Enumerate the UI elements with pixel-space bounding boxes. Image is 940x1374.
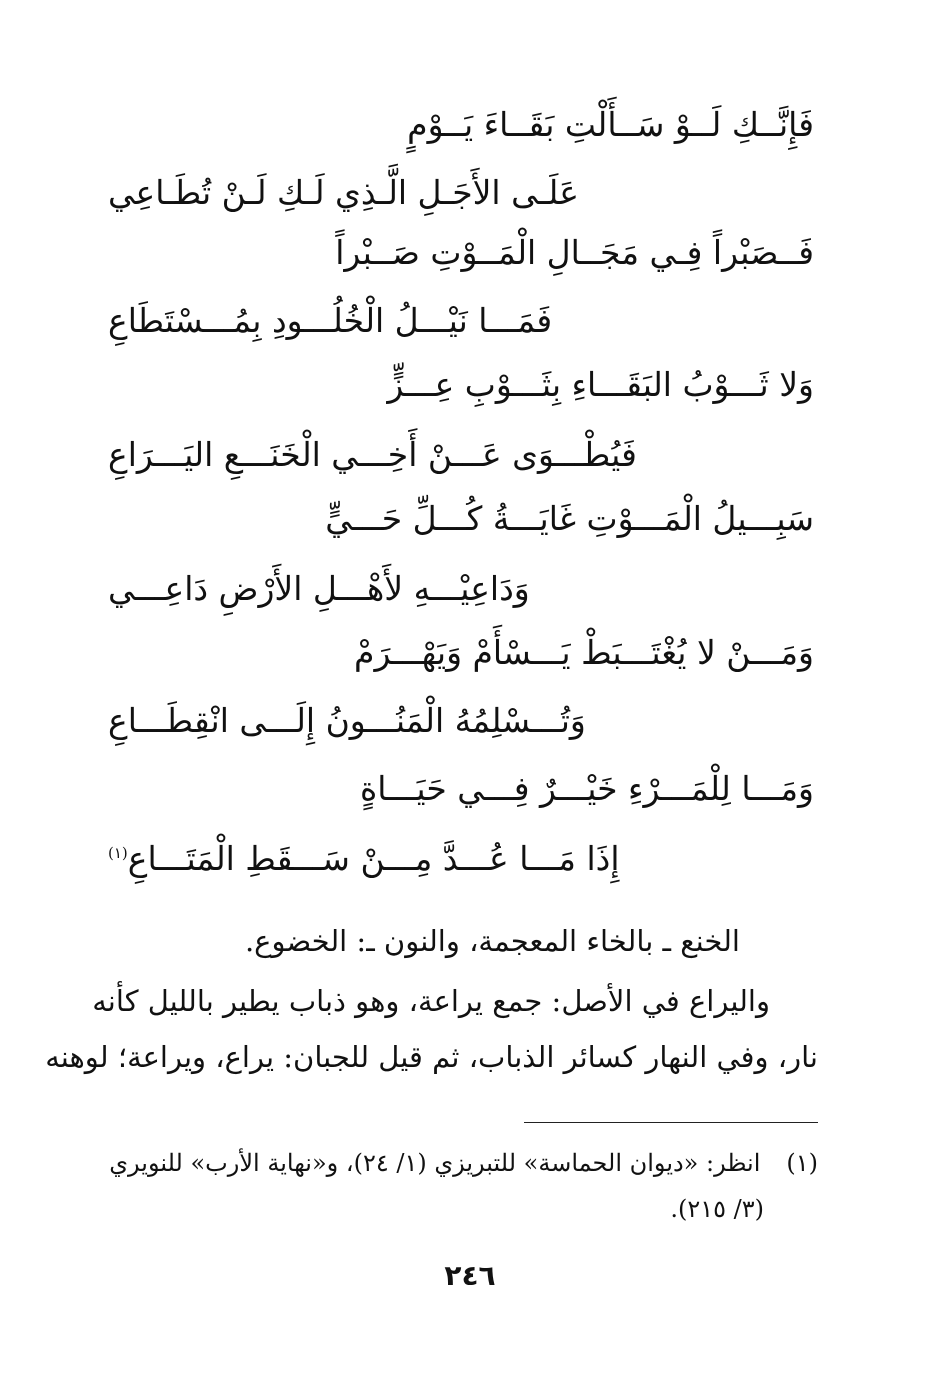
verse-5-sadr: وَمَـــنْ لا يُغْتَـــبَطْ يَـــسْأَمْ وَيَهْـــرَمْ	[354, 633, 814, 672]
footnote-1	[109, 1142, 818, 1184]
prose-line-2: واليراع في الأصل: جمع يراعة، وهو ذباب يطير بالليل كأنه	[92, 984, 770, 1018]
footnote-divider	[524, 1122, 818, 1123]
verse-4-sadr: سَبِـــيلُ الْمَـــوْتِ غَايَـــةُ كُـــلِّ حَـــيٍّ	[325, 499, 814, 538]
verse-3-sadr: وَلا ثَـــوْبُ البَقَـــاءِ بِثَـــوْبِ عِـــزٍّ	[387, 365, 814, 404]
verse-4-ajz: وَدَاعِيْـــهِ لأَهْـــلِ الأَرْضِ دَاعِـــي	[108, 569, 530, 608]
verse-1-ajz: عَلَـى الأَجَـلِ الَّـذِي لَـكِ لَـنْ تُطَـاعِي	[108, 173, 579, 212]
verse-2-sadr: فَــصَبْراً فِـي مَجَــالِ الْمَــوْتِ صَــبْراً	[335, 233, 814, 272]
footnote-line-2: (٣/ ٢١٥).	[670, 1195, 764, 1223]
verse-6-ajz-text: إِذَا مَـــا عُـــدَّ مِـــنْ سَـــقَطِ الْمَتَـــاعِ	[127, 839, 620, 878]
footnote-number: (١)	[786, 1149, 818, 1177]
verse-5-ajz: وَتُـــسْلِمُهُ الْمَنُـــونُ إِلَـــى انْقِطَـــاعِ	[108, 701, 586, 740]
prose-line-3: نار، وفي النهار كسائر الذباب، ثم قيل للجبان: يراع، ويراعة؛ لوهنه	[45, 1040, 818, 1074]
page-number: ٢٤٦	[444, 1259, 496, 1292]
footnote-line-1: انظر: «ديوان الحماسة» للتبريزي (١/ ٢٤)، و«نهاية الأرب» للنويري	[109, 1149, 761, 1177]
verse-6-ajz	[108, 834, 620, 884]
verse-3-ajz: فَيُطْـــوَى عَـــنْ أَخِـــي الْخَنَـــعِ اليَـــرَاعِ	[108, 435, 637, 474]
footnote-marker[interactable]: (١)	[108, 844, 128, 862]
verse-6-sadr: وَمَـــا لِلْمَـــرْءِ خَيْـــرٌ فِـــي حَيَـــاةٍ	[360, 769, 814, 808]
prose-line-1: الخنع ـ بالخاء المعجمة، والنون ـ: الخضوع.	[244, 924, 740, 958]
verse-1-sadr: فَإِنَّــكِ لَــوْ سَــأَلْتِ بَقَــاءَ يَــوْمٍ	[407, 105, 814, 144]
verse-2-ajz: فَمَـــا نَيْـــلُ الْخُلُـــودِ بِمُـــسْتَطَاعِ	[108, 301, 553, 340]
